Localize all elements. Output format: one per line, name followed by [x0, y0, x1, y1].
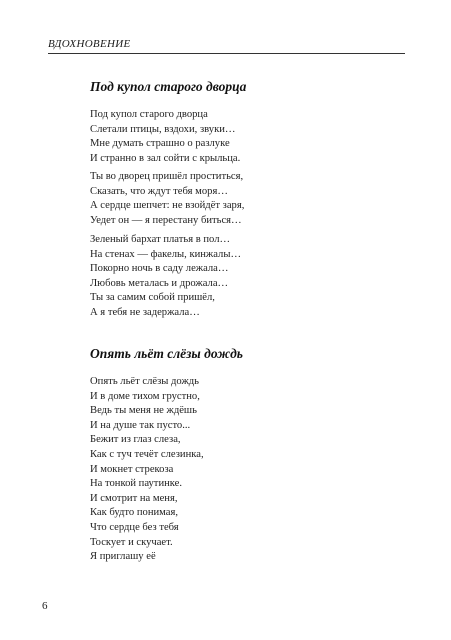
verse-line: На тонкой паутинке.: [90, 478, 183, 490]
verse-line: Сказать, что ждут тебя моря…: [90, 185, 228, 197]
verse-line: И странно в зал сойти с крыльца.: [90, 152, 241, 164]
verse-line: На стенах — факелы, кинжалы…: [90, 248, 242, 260]
verse-line: Я приглашу её: [90, 551, 156, 563]
verse-line: Любовь металась и дрожала…: [90, 277, 229, 289]
verse-line: Под купол старого дворца: [90, 109, 208, 120]
verse-line: Бежит из глаз слеза,: [90, 434, 181, 446]
verse-line: Что сердце без тебя: [90, 521, 179, 533]
stanza: [90, 108, 240, 166]
verse-line: Как с туч течёт слезинка,: [90, 448, 204, 460]
stanza: [90, 375, 204, 565]
verse-line: Как будто понимая,: [90, 507, 179, 519]
verse-line: Мне думать страшно о разлуке: [90, 138, 230, 150]
verse-line: Зеленый бархат платья в пол…: [90, 234, 231, 245]
poem-title: Опять льёт слёзы дождь: [90, 346, 243, 361]
poem-title: Под купол старого дворца: [90, 79, 247, 94]
verse-line: Покорно ночь в саду лежала…: [90, 263, 229, 275]
verse-line: Тоскует и скучает.: [90, 536, 173, 548]
verse-line: Уедет он — я перестану биться…: [90, 214, 242, 226]
verse-line: И в доме тихом грустно,: [90, 390, 200, 402]
header-rule: [48, 53, 405, 54]
verse-line: А я тебя не задержала…: [90, 306, 200, 318]
verse-line: А сердце шепчет: не взойдёт заря,: [90, 200, 245, 212]
verse-line: Ведь ты меня не ждёшь: [90, 405, 197, 417]
stanza: [90, 170, 244, 228]
verse-line: Ты во дворец пришёл проститься,: [90, 171, 244, 182]
verse-line: И мокнет стрекоза: [90, 463, 174, 475]
verse-line: И на душе так пусто...: [90, 419, 191, 431]
verse-line: Опять льёт слёзы дождь: [90, 376, 200, 387]
verse-line: Слетали птицы, вздохи, звуки…: [90, 123, 236, 135]
stanza: [90, 233, 241, 321]
running-head: ВДОХНОВЕНИЕ: [48, 38, 131, 50]
verse-line: И смотрит на меня,: [90, 492, 178, 504]
page-number: 6: [42, 600, 48, 612]
verse-line: Ты за самим собой пришёл,: [90, 292, 215, 304]
